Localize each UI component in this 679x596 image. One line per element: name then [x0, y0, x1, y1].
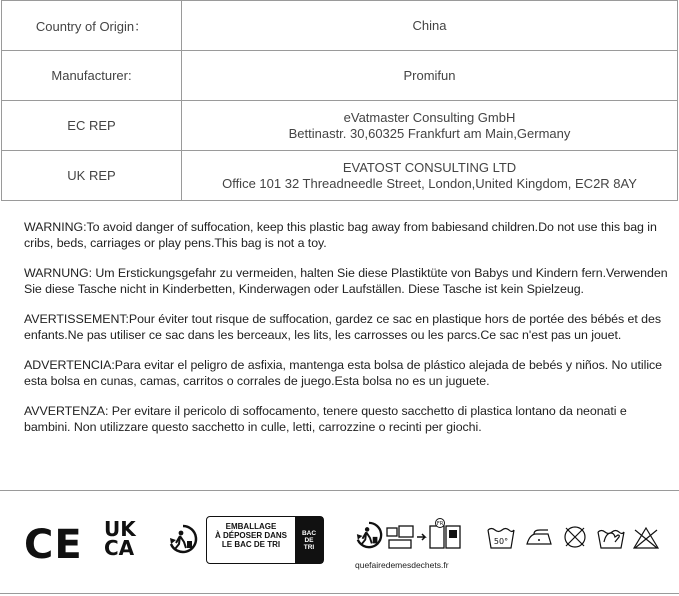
info-table: [1, 0, 678, 201]
row-label: Manufacturer:: [2, 51, 182, 100]
row-value: [182, 51, 677, 100]
symbols-row: [0, 500, 679, 590]
no-dry-clean-icon: [562, 524, 588, 550]
wash-temp: 50°: [493, 537, 509, 546]
bac-line: BAC: [301, 529, 317, 537]
hand-wash-icon: [596, 526, 626, 550]
ukca-top: UK: [104, 517, 136, 541]
value-line: Office 101 32 Threadneedle Street, London,United Kingdom, EC2R 8AY: [222, 175, 637, 191]
qfd-site-text: quefairedemesdechets.fr: [355, 560, 449, 570]
wash-50-icon: [486, 526, 516, 550]
row-label: EC REP: [2, 101, 182, 150]
row-value: [182, 151, 677, 200]
emballage-line: À DÉPOSER DANS: [214, 531, 287, 540]
value-line: Promifun: [403, 67, 456, 83]
triman-icon: [355, 520, 383, 550]
warnings-block: [24, 220, 676, 450]
table-row: [2, 1, 677, 51]
table-row: [2, 51, 677, 101]
emballage-line: EMBALLAGE: [225, 522, 277, 531]
value-line: China: [412, 17, 447, 33]
bac-de-tri-bin: [295, 517, 323, 563]
fr-badge: FR: [436, 521, 444, 527]
row-value: [182, 101, 677, 150]
warning-it: AVVERTENZA: Per evitare il pericolo di soffocamento, tenere questo sacchetto di plastica lontano da neonati e bambini. Non utilizzare questo sacchetto in culle, letti, carrozzine o recinti per giochi.: [24, 404, 627, 434]
bac-line: TRI: [303, 543, 315, 551]
table-row: [2, 101, 677, 151]
warning-fr: AVERTISSEMENT:Pour éviter tout risque de suffocation, gardez ce sac en plastique hors de portée des bébés et des enfants.Ne pas utiliser ce sac dans les berceaux, les lits, les carrosses ou les parcs.Ce sac n'est pas un jouet.: [24, 312, 662, 342]
iron-icon: [524, 526, 554, 550]
bottom-border: [0, 593, 679, 594]
bac-line: DE: [304, 536, 314, 544]
emballage-text: [207, 517, 295, 563]
ce-mark-icon: CE: [24, 522, 83, 568]
ukca-bottom: CA: [104, 536, 135, 560]
row-label: Country of Origin：: [2, 1, 182, 50]
value-line: EVATOST CONSULTING LTD: [342, 159, 517, 175]
warning-de: WARNUNG: Um Erstickungsgefahr zu vermeiden, halten Sie diese Plastiktüte von Babys und Kindern fern.Verwenden Sie diese Tasche nicht in Kinderbetten, Kinderwagen oder Laufställen. Diese Tasche ist kein Spielzeug.: [24, 266, 668, 296]
info-tri-icon: [385, 518, 465, 554]
no-bleach-icon: [632, 526, 660, 550]
warning-en: WARNING:To avoid danger of suffocation, keep this plastic bag away from babiesand children.Do not use this bag in cribs, beds, carriages or play pens.This bag is not a toy.: [24, 220, 657, 250]
value-line: eVatmaster Consulting GmbH: [343, 109, 516, 125]
row-value: [182, 1, 677, 50]
triman-icon: [168, 524, 198, 554]
divider: [0, 490, 679, 491]
ukca-mark-icon: [104, 517, 136, 560]
emballage-tri-icon: [206, 516, 324, 564]
value-line: Bettinastr. 30,60325 Frankfurt am Main,Germany: [288, 125, 571, 141]
row-label: UK REP: [2, 151, 182, 200]
emballage-line: LE BAC DE TRI: [221, 540, 281, 549]
table-row: [2, 151, 677, 201]
warning-es: ADVERTENCIA:Para evitar el peligro de asfixia, mantenga esta bolsa de plástico alejada de bebés y niños. No utilice esta bolsa en cunas, camas, carritos o corrales de juego.Esta bolsa no es un juguete.: [24, 358, 663, 388]
